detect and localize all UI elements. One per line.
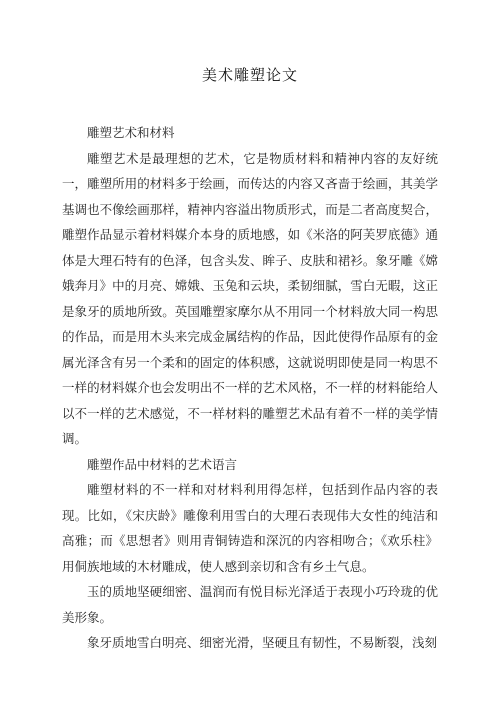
body-paragraph: 玉的质地坚硬细密、温润而有悦目标光泽适于表现小巧玲珑的优美形象。	[62, 584, 438, 625]
document-title: 美术雕塑论文	[201, 66, 298, 84]
body-paragraph: 雕塑艺术是最理想的艺术，它是物质材料和精神内容的友好统一，雕塑所用的材料多于绘画，而传达的内容又吝啬于绘画，其美学基调也不像绘画那样，精神内容溢出物质形式，而是二者高度契合，雕塑作品显示着材料媒介本身的质地感，如《米洛的阿芙罗底德》通体是大理石特有的色泽，包含头发、眸子、皮肤和裙衫。象牙雕《嫦娥奔月》中的月亮、嫦娥、玉兔和云块，柔韧细腻，雪白无暇，这正是象牙的质地所致。英国雕塑家摩尔从不用同一个材料放大同一构思的作品，而是用木头来完成金属结构的作品，因此使得作品原有的金属光泽含有另一个柔和的固定的体积感，这就说明即使是同一构思不一样的材料媒介也会发明出不一样的艺术风格，不一样的材料能给人以不一样的艺术感觉，不一样材料的雕塑艺术品有着不一样的美学情调。	[62, 150, 438, 446]
section-heading: 雕塑艺术和材料	[87, 125, 175, 140]
section-heading: 雕塑作品中材料的艺术语言	[87, 456, 238, 472]
body-paragraph: 象牙质地雪白明亮、细密光滑，坚硬且有韧性，不易断裂，浅刻	[87, 635, 438, 650]
body-paragraph: 雕塑材料的不一样和对材料利用得怎样，包括到作品内容的表现。比如，《宋庆龄》雕像利用雪白的大理石表现伟大女性的纯洁和高雅；而《思想者》则用青铜铸造和深沉的内容相吻合；《欢乐柱》用侗族地域的木材雕成，使人感到亲切和含有乡土气息。	[62, 482, 438, 574]
document-body	[62, 120, 438, 656]
